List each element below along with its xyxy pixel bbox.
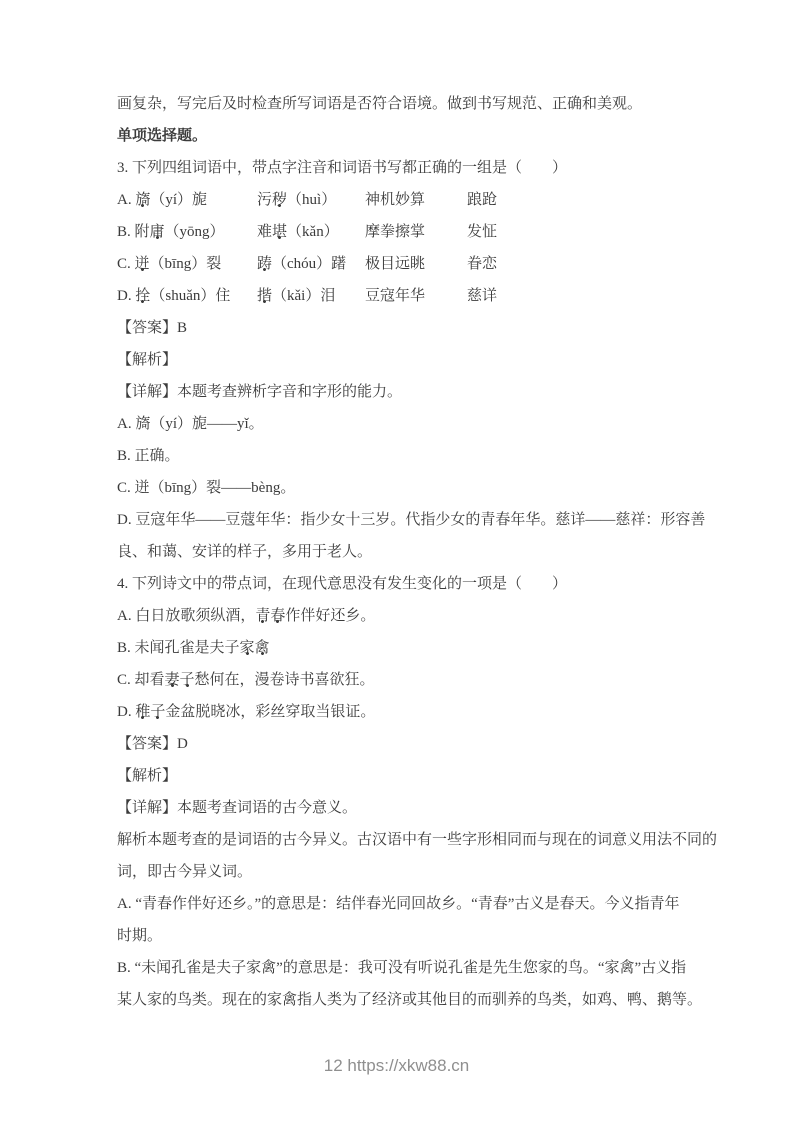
q4-option-d xyxy=(117,696,717,728)
emphasized-text: 堪 xyxy=(272,224,288,240)
document-page xyxy=(117,88,717,1016)
text-segment: C. xyxy=(117,256,135,272)
text-segment: （kǎn） xyxy=(287,224,339,240)
emphasized-text: 青春 xyxy=(255,608,286,624)
text-segment: 神机妙算 xyxy=(365,192,426,208)
section-title: 单项选择题。 xyxy=(117,128,208,144)
q3-point-d: D. 豆寇年华——豆蔻年华：指少女十三岁。代指少女的青春年华。慈详——慈祥：形容善 xyxy=(117,512,706,528)
text-segment: A. 白日放歌须纵酒， xyxy=(117,608,256,624)
text-segment: C. 却看 xyxy=(117,672,165,688)
text-segment: 愁何在，漫卷诗书喜欲狂。 xyxy=(194,672,375,688)
q4-explain-intro: 解析本题考查的是词语的古今异义。古汉语中有一些字形相同而与现在的词意义用法不同的 xyxy=(117,832,718,848)
text-segment: （bīng）裂 xyxy=(149,256,222,272)
text-segment: 难 xyxy=(257,224,273,240)
q3-point-d-cont: 良、和蔼、安详的样子，多用于老人。 xyxy=(117,544,373,560)
q4-analysis-label: 【解析】 xyxy=(117,768,178,784)
text-segment: 踉跄 xyxy=(467,192,498,208)
text-segment: （yí）旎 xyxy=(150,192,208,208)
page-footer: 12 https://xkw88.cn xyxy=(323,1056,470,1075)
text-segment: A. xyxy=(117,192,136,208)
q4-option-b xyxy=(117,632,717,664)
q3-point-a: A. 旖（yí）旎——yǐ。 xyxy=(117,416,264,432)
q4-explain-a-cont: 时期。 xyxy=(117,928,163,944)
text-segment: 污 xyxy=(257,192,273,208)
option-item xyxy=(257,248,365,280)
q4-explain-a: A. “青春作伴好还乡。”的意思是：结伴春光同回故乡。“青春”古义是春天。今义指青年 xyxy=(117,896,680,912)
q3-option-a xyxy=(117,184,717,216)
q4-explain-b-cont: 某人家的鸟类。现在的家禽指人类为了经济或其他目的而驯养的鸟类，如鸡、鸭、鹅等。 xyxy=(117,992,703,1008)
text-segment: （kǎi）泪 xyxy=(272,288,336,304)
q3-option-b xyxy=(117,216,717,248)
text-segment: 眷恋 xyxy=(467,256,498,272)
option-item xyxy=(365,280,467,312)
emphasized-text: 踌 xyxy=(257,256,273,272)
text-segment: D. xyxy=(117,288,136,304)
option-item xyxy=(365,184,467,216)
emphasized-text: 家禽 xyxy=(239,640,270,656)
text-segment: B. 未闻孔雀是夫子 xyxy=(117,640,240,656)
option-item xyxy=(467,184,497,216)
option-item xyxy=(117,280,257,312)
q3-stem: 3. 下列四组词语中，带点字注音和词语书写都正确的一组是（ ） xyxy=(117,160,568,176)
emphasized-text: 旖 xyxy=(135,192,151,208)
q4-explain-b: B. “未闻孔雀是夫子家禽”的意思是：我可没有听说孔雀是先生您家的鸟。“家禽”古义指 xyxy=(117,960,687,976)
q3-detail: 【详解】本题考查辨析字音和字形的能力。 xyxy=(117,384,403,400)
emphasized-text: 妻子 xyxy=(164,672,195,688)
option-item xyxy=(257,280,365,312)
text-segment: B. 附 xyxy=(117,224,150,240)
q3-option-d xyxy=(117,280,717,312)
q4-answer: 【答案】D xyxy=(117,736,188,752)
option-item xyxy=(257,216,365,248)
text-segment: （chóu）躇 xyxy=(272,256,347,272)
option-item xyxy=(365,216,467,248)
text-segment: 极目远眺 xyxy=(365,256,426,272)
emphasized-text: 迸 xyxy=(134,256,150,272)
text-segment: 作伴好还乡。 xyxy=(285,608,376,624)
text-segment: 金盆脱晓冰，彩丝穿取当银证。 xyxy=(165,704,376,720)
option-item xyxy=(117,216,257,248)
option-item xyxy=(117,248,257,280)
emphasized-text: 秽 xyxy=(272,192,288,208)
q3-option-c xyxy=(117,248,717,280)
option-item xyxy=(467,248,497,280)
q4-stem: 4. 下列诗文中的带点词，在现代意思没有发生变化的一项是（ ） xyxy=(117,576,568,592)
text-segment: 发怔 xyxy=(467,224,498,240)
emphasized-text: 稚子 xyxy=(135,704,166,720)
text-segment: （huì） xyxy=(287,192,337,208)
text-segment: （shuǎn）住 xyxy=(150,288,231,304)
option-item xyxy=(365,248,467,280)
text-segment: （yōng） xyxy=(164,224,225,240)
emphasized-text: 拴 xyxy=(135,288,151,304)
option-item xyxy=(467,280,497,312)
emphasized-text: 庸 xyxy=(149,224,165,240)
q4-option-c xyxy=(117,664,717,696)
option-item xyxy=(257,184,365,216)
q3-point-b: B. 正确。 xyxy=(117,448,180,464)
text-segment: 慈详 xyxy=(467,288,498,304)
option-item xyxy=(467,216,497,248)
emphasized-text: 揩 xyxy=(257,288,273,304)
q4-explain-intro-cont: 词，即古今异义词。 xyxy=(117,864,253,880)
text-segment: 豆寇年华 xyxy=(365,288,426,304)
q3-point-c: C. 迸（bīng）裂——bèng。 xyxy=(117,480,296,496)
q3-analysis-label: 【解析】 xyxy=(117,352,178,368)
text-segment: 摩拳擦掌 xyxy=(365,224,426,240)
intro-text: 画复杂，写完后及时检查所写词语是否符合语境。做到书写规范、正确和美观。 xyxy=(117,96,643,112)
q3-answer: 【答案】B xyxy=(117,320,188,336)
q4-option-a xyxy=(117,600,717,632)
text-segment: D. xyxy=(117,704,136,720)
q4-detail: 【详解】本题考查词语的古今意义。 xyxy=(117,800,358,816)
option-item xyxy=(117,184,257,216)
